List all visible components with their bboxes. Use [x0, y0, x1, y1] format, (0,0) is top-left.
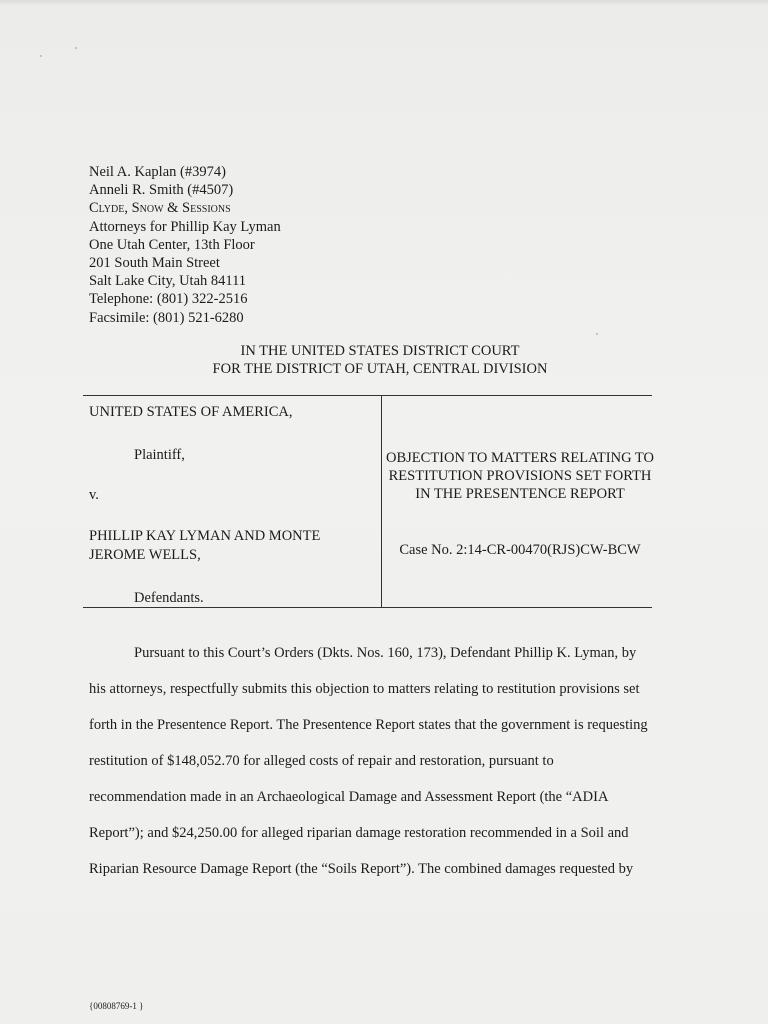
scan-top-edge: [0, 0, 768, 6]
body-line: restitution of $148,052.70 for alleged costs of repair and restoration, pursuant to: [89, 753, 554, 769]
counsel-line-address-1: One Utah Center, 13th Floor: [89, 236, 255, 253]
document-title-line-2: RESTITUTION PROVISIONS SET FORTH: [388, 468, 652, 485]
scan-speck: [596, 333, 598, 335]
plaintiff-role: Plaintiff,: [134, 447, 185, 463]
counsel-line-address-2: 201 South Main Street: [89, 255, 220, 272]
court-heading: [150, 342, 610, 378]
body-line: Pursuant to this Court’s Orders (Dkts. Nos. 160, 173), Defendant Phillip K. Lyman, by: [134, 645, 637, 661]
body-paragraph: [89, 644, 669, 896]
counsel-line-client: Attorneys for Phillip Kay Lyman: [89, 218, 281, 235]
scan-speck: [75, 47, 77, 49]
body-line: forth in the Presentence Report. The Presentence Report states that the government is requesting: [89, 717, 648, 733]
document-id-footer: {00808769-1 }: [89, 1001, 144, 1011]
counsel-line-attorney-2: Anneli R. Smith (#4507): [89, 182, 234, 199]
document-title-line-3: IN THE PRESENTENCE REPORT: [415, 486, 625, 503]
document-title-line-1: OBJECTION TO MATTERS RELATING TO: [386, 450, 654, 466]
counsel-line-firm: Clyde, Snow & Sessions: [89, 200, 231, 217]
versus-label: v.: [89, 487, 99, 503]
court-district: FOR THE DISTRICT OF UTAH, CENTRAL DIVISION: [212, 361, 548, 378]
caption-top-rule: [83, 395, 652, 396]
plaintiff-name: UNITED STATES OF AMERICA,: [89, 404, 293, 420]
caption-divider: [381, 395, 382, 607]
body-line: his attorneys, respectfully submits this objection to matters relating to restitution provisions set: [89, 681, 640, 697]
defendants-name-line-2: JEROME WELLS,: [89, 547, 201, 563]
case-number: Case No. 2:14-CR-00470(RJS)CW-BCW: [399, 542, 641, 558]
counsel-block: [89, 163, 281, 327]
counsel-line-facsimile: Facsimile: (801) 521-6280: [89, 309, 244, 326]
court-name: IN THE UNITED STATES DISTRICT COURT: [240, 343, 520, 359]
counsel-line-telephone: Telephone: (801) 322-2516: [89, 291, 248, 308]
scan-speck: [40, 55, 42, 57]
body-line: Riparian Resource Damage Report (the “Soils Report”). The combined damages requested by: [89, 861, 634, 877]
counsel-line-attorney-1: Neil A. Kaplan (#3974): [89, 164, 226, 180]
defendants-name-line-1: PHILLIP KAY LYMAN AND MONTE: [89, 528, 321, 544]
defendants-role: Defendants.: [134, 590, 204, 606]
body-line: recommendation made in an Archaeological Damage and Assessment Report (the “ADIA: [89, 789, 609, 805]
document-title: [385, 449, 655, 504]
counsel-line-city: Salt Lake City, Utah 84111: [89, 273, 247, 290]
body-line: Report”); and $24,250.00 for alleged riparian damage restoration recommended in a Soil and: [89, 825, 629, 841]
